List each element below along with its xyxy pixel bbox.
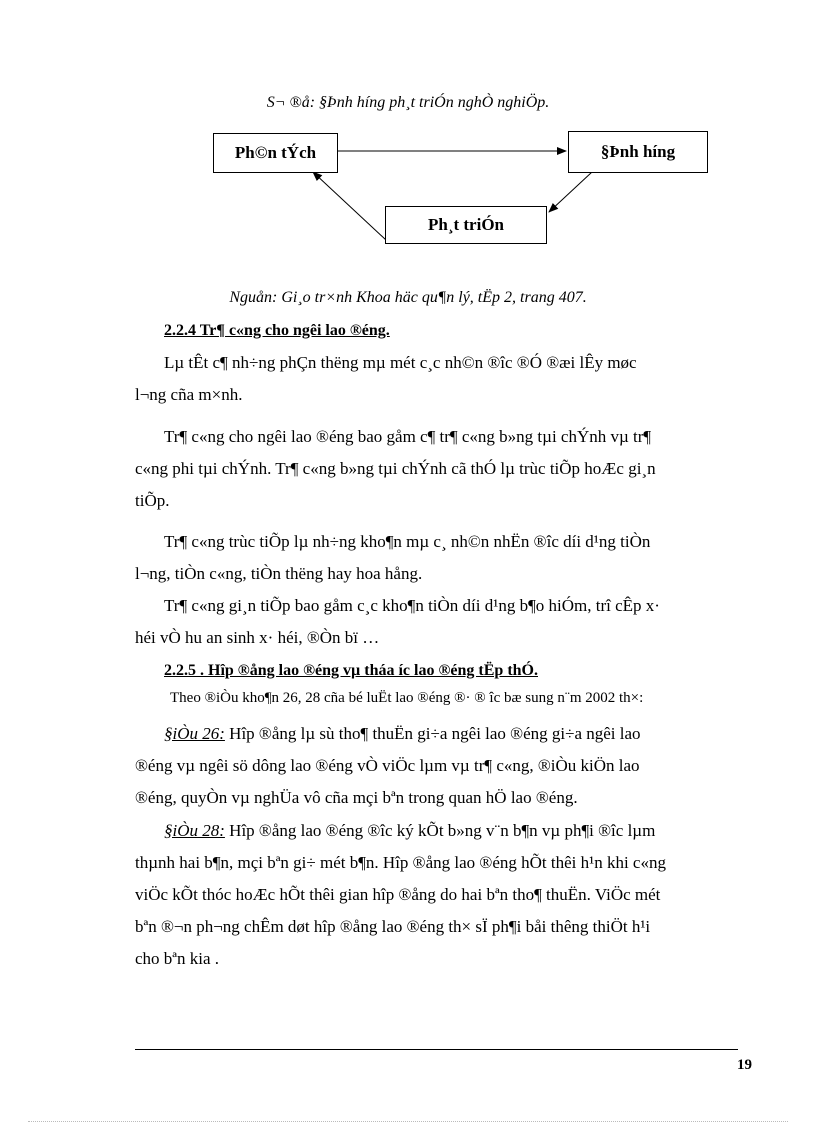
text-line: tiÕp. (135, 491, 170, 510)
paragraph (135, 526, 740, 590)
box-development: Ph¸t triÓn (385, 206, 547, 244)
article-28-label: §iÒu 28: (164, 821, 225, 840)
box-analysis: Ph©n tÝch (213, 133, 338, 173)
text-line: Tr¶ c«ng trùc tiÕp lµ nh÷ng kho¶n mµ c¸ nh©n nhËn ®îc díi d¹ng tiÒn (164, 532, 651, 551)
paragraph (135, 347, 740, 411)
intro-text: Theo ®iÒu kho¶n 26, 28 cña bé luËt lao ®éng ®· ® îc bæ sung n¨m 2002 th×: (170, 690, 644, 706)
article-28 (135, 815, 740, 975)
text-fragment: Hîp ®ång lao ®éng ®îc ký kÕt b»ng v¨n b¶n vµ ph¶i ®îc lµm (224, 821, 656, 840)
text-line: Tr¶ c«ng gi¸n tiÕp bao gåm c¸c kho¶n tiÒn díi d¹ng b¶o hiÓm, trî cÊp x· (164, 596, 660, 615)
arrow-development-to-analysis (313, 172, 386, 240)
text-line: cho bªn kia . (135, 949, 220, 968)
text-line: thµnh hai b¶n, mçi bªn gi÷ mét b¶n. Hîp ®ång lao ®éng hÕt thêi h¹n khi c«ng (135, 853, 666, 872)
paragraph (135, 590, 740, 654)
section-heading-2-2-5: 2.2.5 . Hîp ®ång lao ®éng vµ tháa íc lao ®éng tËp thÓ. (164, 662, 538, 679)
box-orientation: §Þnh híng (568, 131, 708, 173)
text-line: l¬ng, tiÒn c«ng, tiÒn thëng hay hoa hång. (135, 564, 423, 583)
text-line: Tr¶ c«ng cho ngêi lao ®éng bao gåm c¶ tr¶ c«ng b»ng tµi chÝnh vµ tr¶ (164, 427, 652, 446)
article-26 (135, 718, 740, 814)
text-line: héi vÒ hu an sinh x· héi, ®Òn bï … (135, 628, 380, 647)
page-number: 19 (737, 1057, 752, 1073)
footer-rule (135, 1049, 738, 1050)
diagram-title: S¬ ®å: §Þnh híng ph¸t triÓn nghÒ nghiÖp. (266, 94, 550, 111)
page-edge-dotted-line (28, 1121, 788, 1122)
article-26-label: §iÒu 26: (164, 724, 225, 743)
text-line: c«ng phi tµi chÝnh. Tr¶ c«ng b»ng tµi chÝnh cã thÓ lµ trùc tiÕp hoÆc gi¸n (135, 459, 656, 478)
text-line: viÖc kÕt thóc hoÆc hÕt thêi gian hîp ®ång do hai bªn tho¶ thuËn. ViÖc mét (135, 885, 661, 904)
text-line: l¬ng cña m×nh. (135, 385, 243, 404)
text-line: ®éng, quyÒn vµ nghÜa vô cña mçi bªn trong quan hÖ lao ®éng. (135, 788, 578, 807)
diagram-source: Nguån: Gi¸o tr×nh Khoa häc qu¶n lý, tËp 2, trang 407. (229, 289, 587, 306)
text-fragment: Hîp ®ång lµ sù tho¶ thuËn gi÷a ngêi lao ®éng gi÷a ngêi lao (224, 724, 641, 743)
text-line: Lµ tÊt c¶ nh÷ng phÇn thëng mµ mét c¸c nh©n ®îc ®Ó ®æi lÊy møc (164, 353, 637, 372)
text-line: bªn ®¬n ph¬ng chÊm døt hîp ®ång lao ®éng th× sÏ ph¶i båi thêng thiÖt h¹i (135, 917, 651, 936)
arrow-orientation-to-development (549, 172, 592, 212)
paragraph (135, 421, 740, 517)
section-heading-2-2-4: 2.2.4 Tr¶ c«ng cho ngêi lao ®éng. (164, 322, 390, 339)
text-line (135, 815, 740, 847)
text-line (135, 718, 740, 750)
text-line: ®éng vµ ngêi sö dông lao ®éng vÒ viÖc lµm vµ tr¶ c«ng, ®iÒu kiÖn lao (135, 756, 640, 775)
